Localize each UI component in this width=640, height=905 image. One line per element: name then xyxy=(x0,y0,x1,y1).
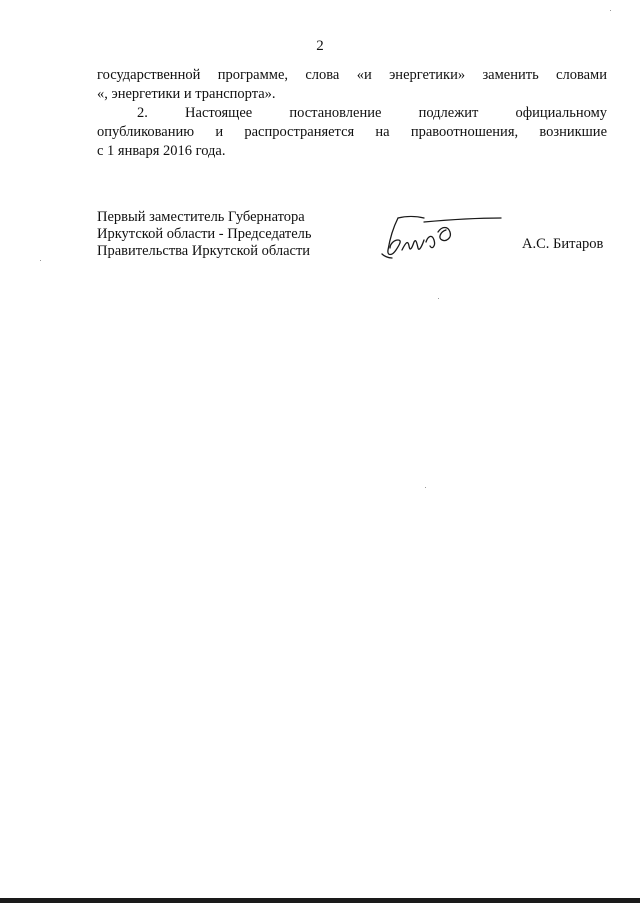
page-number: 2 xyxy=(316,38,324,54)
handwritten-signature-icon xyxy=(376,212,506,262)
position-line-1: Первый заместитель Губернатора xyxy=(97,209,305,225)
scan-speck xyxy=(610,10,611,11)
document-body xyxy=(97,66,607,161)
signatory-position xyxy=(97,209,312,260)
paragraph-2-line-3: с 1 января 2016 года. xyxy=(97,143,226,159)
paragraph-2 xyxy=(97,104,607,161)
paragraph-2-line-2: опубликованию и распространяется на правоотношения, возникшие xyxy=(97,124,607,140)
position-line-3: Правительства Иркутской области xyxy=(97,243,311,259)
paragraph-1-line-2: «, энергетики и транспорта». xyxy=(97,86,276,102)
position-line-2: Иркутской области - Председатель xyxy=(97,226,312,242)
signer-name: А.С. Битаров xyxy=(522,236,604,252)
paragraph-1 xyxy=(97,66,607,104)
paragraph-2-line-1: 2. Настоящее постановление подлежит официальному xyxy=(137,105,607,121)
scan-speck xyxy=(40,260,41,261)
bottom-scan-border xyxy=(0,898,640,903)
paragraph-1-line-1: государственной программе, слова «и энергетики» заменить словами xyxy=(97,67,607,83)
scan-speck xyxy=(425,487,426,488)
scan-speck xyxy=(438,298,439,299)
